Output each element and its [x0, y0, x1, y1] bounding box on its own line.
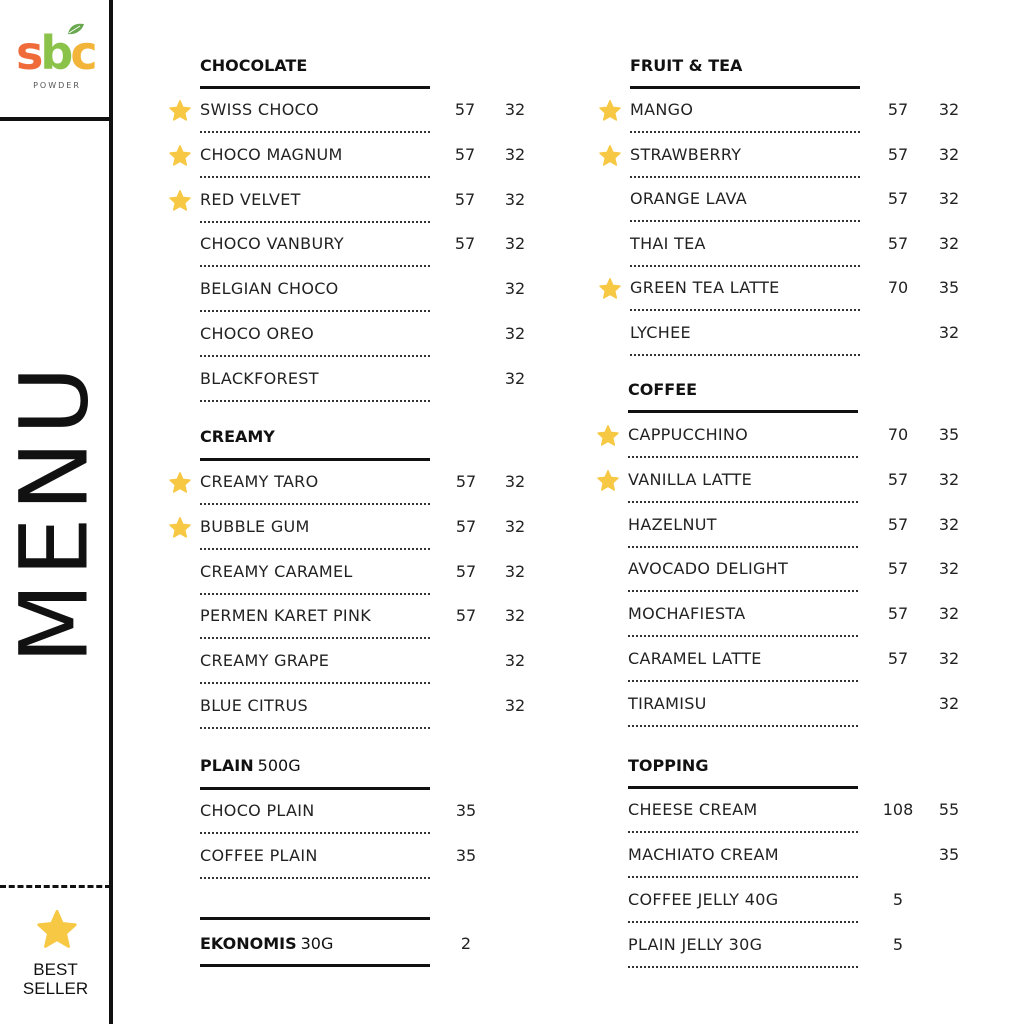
- ekonomis-price: 2: [460, 934, 472, 953]
- logo-divider: [0, 117, 111, 121]
- ekonomis-top-rule: [200, 917, 430, 920]
- menu-item-price-1: 57: [887, 514, 909, 534]
- menu-item-price-2: 32: [938, 649, 960, 668]
- menu-item-price-1: 57: [887, 604, 909, 624]
- menu-item-price-2: 32: [504, 606, 526, 626]
- menu-item-name: SWISS CHOCO: [200, 100, 319, 119]
- section-rule: [628, 410, 858, 413]
- section-rule: [200, 787, 430, 790]
- best-seller-star-icon: [168, 471, 192, 495]
- item-dotted-divider: [200, 548, 430, 550]
- menu-item-price-2: 32: [938, 233, 960, 253]
- menu-item-price-2: 32: [504, 368, 526, 388]
- section-title-fruit-tea: [630, 56, 742, 75]
- menu-item-name: MANGO: [630, 100, 694, 119]
- section-title-suffix: 30G: [300, 934, 334, 953]
- menu-item-price-2: 32: [938, 469, 960, 489]
- left-strip-divider: [109, 0, 113, 1024]
- menu-item-name: AVOCADO DELIGHT: [628, 559, 789, 579]
- item-dotted-divider: [628, 546, 858, 548]
- menu-item-name: STRAWBERRY: [630, 144, 742, 164]
- item-dotted-divider: [628, 921, 858, 923]
- menu-item-name: PLAIN JELLY 30G: [628, 935, 763, 954]
- menu-item-name: MOCHAFIESTA: [628, 604, 746, 624]
- menu-item-name: LYCHEE: [630, 322, 691, 342]
- item-dotted-divider: [630, 176, 860, 178]
- menu-item-price-1: 57: [887, 649, 909, 668]
- menu-item-name: BUBBLE GUM: [200, 516, 310, 536]
- menu-item-price-1: 57: [454, 144, 476, 164]
- menu-item-price-1: 35: [455, 801, 477, 820]
- section-title-text: TOPPING: [628, 756, 709, 775]
- item-dotted-divider: [200, 355, 430, 357]
- logo-subtitle: POWDER: [33, 81, 81, 90]
- menu-item-name: GREEN TEA LATTE: [630, 278, 780, 297]
- menu-item-price-2: 32: [938, 514, 960, 534]
- item-dotted-divider: [200, 877, 430, 879]
- menu-item-price-2: 32: [504, 234, 526, 254]
- menu-item-price-2: 55: [938, 800, 960, 819]
- menu-item-price-1: 57: [454, 189, 476, 209]
- menu-item-price-1: 57: [454, 100, 476, 119]
- brand-logo: [14, 22, 100, 94]
- menu-item-name: CARAMEL LATTE: [628, 649, 762, 668]
- section-rule: [630, 86, 860, 89]
- best-seller-star-icon: [596, 424, 620, 448]
- menu-item-price-1: 57: [887, 469, 909, 489]
- section-rule: [200, 86, 430, 89]
- best-seller-star-icon: [598, 144, 622, 168]
- best-seller-star-icon: [598, 99, 622, 123]
- menu-item-name: HAZELNUT: [628, 514, 717, 534]
- item-dotted-divider: [630, 265, 860, 267]
- item-dotted-divider: [200, 637, 430, 639]
- menu-item-price-2: 32: [504, 516, 526, 536]
- section-title-text: COFFEE: [628, 380, 698, 399]
- menu-item-price-2: 32: [504, 561, 526, 581]
- menu-item-name: BLUE CITRUS: [200, 696, 308, 715]
- item-dotted-divider: [200, 400, 430, 402]
- menu-item-price-2: 32: [938, 144, 960, 164]
- section-title-text: CHOCOLATE: [200, 56, 308, 75]
- menu-item-name: CHOCO OREO: [200, 324, 315, 343]
- item-dotted-divider: [200, 310, 430, 312]
- item-dotted-divider: [200, 176, 430, 178]
- menu-item-name: BLACKFOREST: [200, 368, 319, 388]
- best-seller-legend: BEST SELLER: [22, 960, 89, 998]
- menu-item-name: CHOCO MAGNUM: [200, 144, 343, 164]
- section-title-suffix: 500G: [257, 756, 301, 775]
- menu-item-price-1: 57: [887, 233, 909, 253]
- menu-item-name: VANILLA LATTE: [628, 469, 753, 489]
- menu-item-price-2: 32: [938, 100, 960, 119]
- menu-item-name: CAPPUCCHINO: [628, 425, 749, 444]
- best-seller-star-icon: [168, 516, 192, 540]
- item-dotted-divider: [630, 131, 860, 133]
- menu-item-price-2: 32: [504, 189, 526, 209]
- menu-item-price-2: 32: [504, 279, 526, 299]
- item-dotted-divider: [628, 590, 858, 592]
- item-dotted-divider: [200, 221, 430, 223]
- menu-item-name: COFFEE PLAIN: [200, 845, 318, 865]
- menu-item-price-2: 32: [938, 559, 960, 579]
- item-dotted-divider: [630, 220, 860, 222]
- menu-item-price-2: 32: [504, 472, 526, 491]
- section-rule: [200, 458, 430, 461]
- menu-item-price-2: 32: [938, 322, 960, 342]
- menu-item-price-1: 57: [455, 472, 477, 491]
- item-dotted-divider: [630, 354, 860, 356]
- section-title-text: FRUIT & TEA: [630, 56, 743, 75]
- menu-item-price-2: 32: [504, 324, 526, 343]
- menu-item-price-2: 35: [938, 845, 960, 864]
- section-title-text: CREAMY: [200, 427, 275, 446]
- menu-item-price-2: 32: [938, 604, 960, 624]
- item-dotted-divider: [200, 682, 430, 684]
- menu-item-price-2: 32: [504, 651, 526, 671]
- menu-item-name: THAI TEA: [630, 233, 706, 253]
- section-title-text: EKONOMIS: [200, 934, 297, 953]
- menu-item-name: PERMEN KARET PINK: [200, 606, 372, 626]
- menu-item-name: CREAMY GRAPE: [200, 651, 330, 671]
- item-dotted-divider: [630, 309, 860, 311]
- section-title-creamy: [200, 427, 275, 446]
- menu-item-price-2: 32: [938, 189, 960, 208]
- section-title-plain: [200, 756, 301, 775]
- item-dotted-divider: [628, 831, 858, 833]
- menu-item-price-1: 70: [887, 425, 909, 444]
- menu-item-price-2: 32: [938, 693, 960, 713]
- menu-item-name: CHOCO PLAIN: [200, 801, 315, 820]
- menu-vertical-title: MENU: [0, 360, 110, 664]
- section-title-ekonomis: [200, 934, 333, 953]
- item-dotted-divider: [628, 635, 858, 637]
- menu-item-price-1: 5: [892, 935, 904, 954]
- menu-item-name: CHOCO VANBURY: [200, 234, 344, 254]
- menu-item-price-1: 57: [454, 234, 476, 254]
- section-title-chocolate: [200, 56, 307, 75]
- section-title-topping: [628, 756, 708, 775]
- menu-item-name: ORANGE LAVA: [630, 189, 747, 208]
- logo-letters: sbc: [16, 26, 95, 80]
- item-dotted-divider: [200, 265, 430, 267]
- menu-item-name: MACHIATO CREAM: [628, 845, 779, 864]
- item-dotted-divider: [200, 727, 430, 729]
- ekonomis-bottom-rule: [200, 964, 430, 967]
- star-icon: [35, 908, 79, 952]
- section-title-coffee: [628, 380, 697, 399]
- legend-divider: [0, 885, 111, 888]
- section-title-text: PLAIN: [200, 756, 254, 775]
- menu-item-name: BELGIAN CHOCO: [200, 279, 339, 299]
- best-seller-star-icon: [168, 144, 192, 168]
- menu-item-price-1: 57: [455, 606, 477, 626]
- menu-item-price-1: 57: [887, 100, 909, 119]
- menu-item-name: COFFEE JELLY 40G: [628, 890, 779, 909]
- menu-item-name: CREAMY TARO: [200, 472, 319, 491]
- menu-item-price-1: 57: [887, 189, 909, 208]
- menu-item-price-2: 32: [504, 144, 526, 164]
- menu-item-name: CHEESE CREAM: [628, 800, 758, 819]
- item-dotted-divider: [200, 131, 430, 133]
- section-rule: [628, 786, 858, 789]
- item-dotted-divider: [200, 503, 430, 505]
- item-dotted-divider: [628, 680, 858, 682]
- best-seller-star-icon: [168, 189, 192, 213]
- item-dotted-divider: [200, 832, 430, 834]
- menu-item-price-1: 57: [455, 516, 477, 536]
- menu-item-name: CREAMY CARAMEL: [200, 561, 353, 581]
- item-dotted-divider: [628, 501, 858, 503]
- menu-item-price-1: 57: [455, 561, 477, 581]
- menu-item-price-1: 57: [887, 144, 909, 164]
- item-dotted-divider: [200, 593, 430, 595]
- menu-item-price-2: 35: [938, 425, 960, 444]
- menu-item-price-2: 35: [938, 278, 960, 297]
- menu-item-price-1: 5: [892, 890, 904, 909]
- item-dotted-divider: [628, 725, 858, 727]
- best-seller-star-icon: [598, 277, 622, 301]
- item-dotted-divider: [628, 966, 858, 968]
- menu-item-price-2: 32: [504, 100, 526, 119]
- item-dotted-divider: [628, 456, 858, 458]
- menu-item-price-1: 108: [882, 800, 914, 819]
- best-seller-star-icon: [596, 469, 620, 493]
- menu-item-price-1: 35: [455, 845, 477, 865]
- menu-item-price-2: 32: [504, 696, 526, 715]
- menu-item-name: RED VELVET: [200, 189, 301, 209]
- menu-item-price-1: 57: [887, 559, 909, 579]
- best-seller-star-icon: [168, 99, 192, 123]
- menu-item-name: TIRAMISU: [628, 693, 707, 713]
- item-dotted-divider: [628, 876, 858, 878]
- menu-item-price-1: 70: [887, 278, 909, 297]
